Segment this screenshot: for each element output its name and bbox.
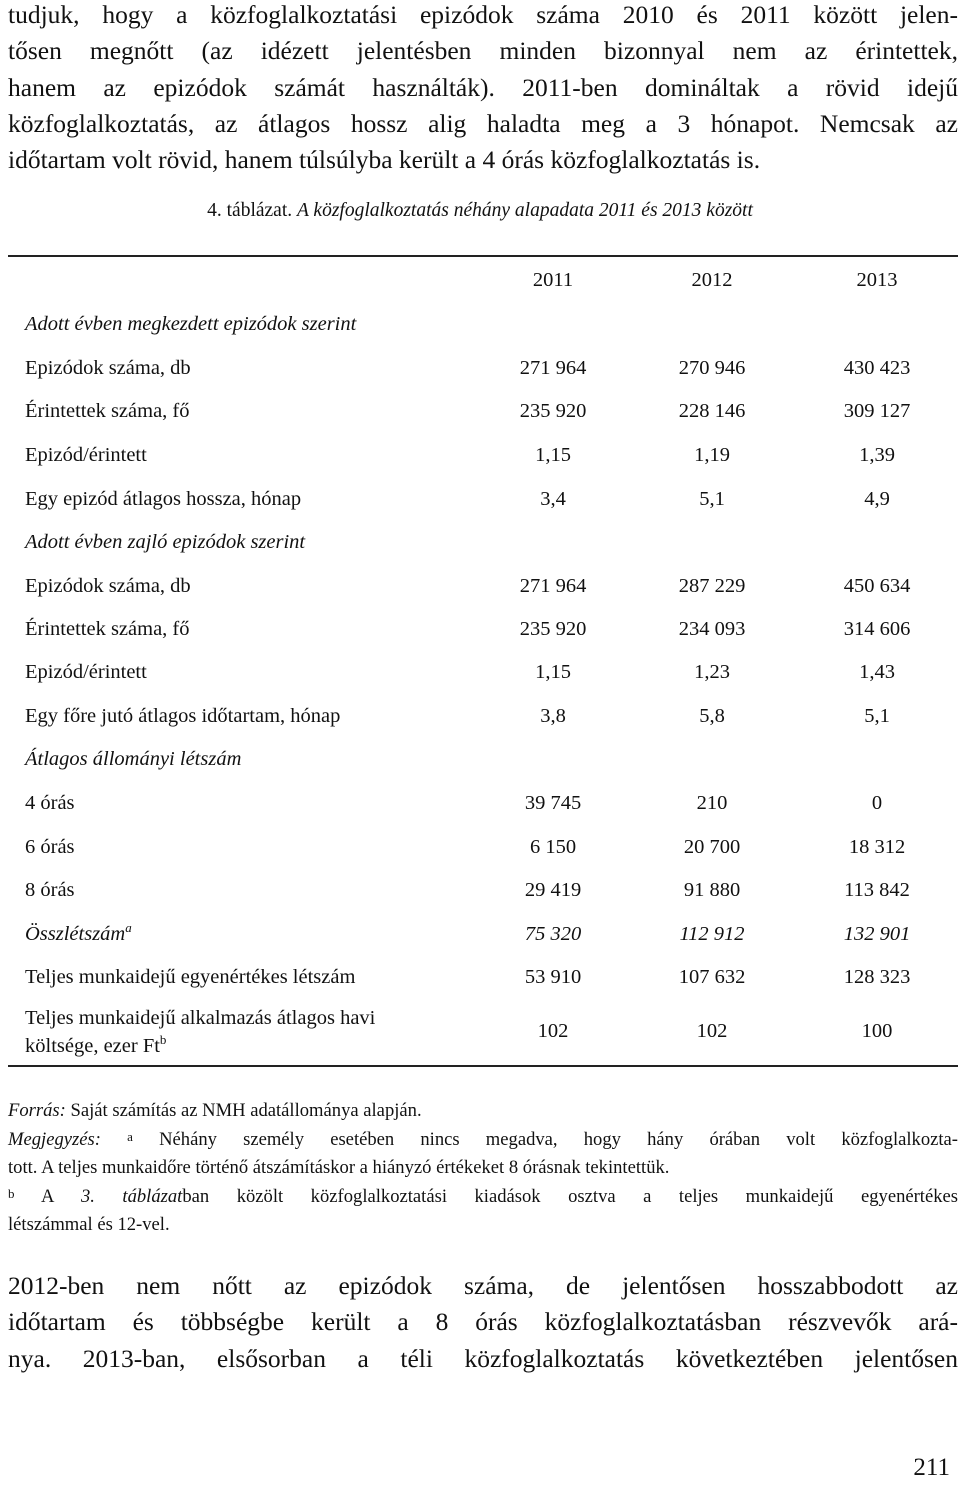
table-cell: 228 146: [678, 400, 746, 422]
table-cell: 107 632: [678, 966, 746, 988]
remark-b-line1: [8, 1183, 958, 1212]
row-label: Egy epizód átlagos hossza, hónap: [25, 488, 302, 510]
paragraph-line: hanem az epizódok számát használták). 2011-ben domináltak a rövid idejű: [8, 72, 958, 102]
source-text: Saját számítás az NMH adatállománya alapján.: [70, 1100, 422, 1121]
table-cell: 113 842: [844, 879, 910, 901]
table-cell: 102: [537, 1020, 569, 1042]
table-cell: 100: [861, 1020, 893, 1042]
section-title: Átlagos állományi létszám: [25, 748, 242, 770]
table-cell: 5,8: [699, 705, 725, 727]
table-cell: 128 323: [843, 966, 911, 988]
section-title: Adott évben zajló epizódok szerint: [25, 531, 306, 553]
row-label: Teljes munkaidejű alkalmazás átlagos havi: [25, 1007, 376, 1029]
remark-b-text: ban közölt közfoglalkoztatási kiadások osztva a teljes munkaidejű egyenértékes: [182, 1185, 959, 1207]
row-label: Epizódok száma, db: [25, 575, 191, 597]
footnote-marker-b: b: [159, 1032, 167, 1047]
table-cell: 39 745: [524, 792, 582, 814]
footnote-marker-a: a: [125, 920, 132, 935]
table-cell: 132 901: [843, 923, 911, 945]
paragraph-line: időtartam és többségbe került a 8 órás közfoglalkoztatásban részvevők ará-: [8, 1307, 958, 1337]
table-cell: 234 093: [678, 618, 746, 640]
row-label: Érintettek száma, fő: [25, 618, 190, 640]
remark-b-line2: létszámmal és 12-vel.: [8, 1214, 170, 1236]
column-header-2012: 2012: [691, 269, 733, 291]
table-cell: 5,1: [699, 488, 725, 510]
table-cell: 29 419: [524, 879, 582, 901]
table-cell: 235 920: [519, 400, 587, 422]
row-label: Egy főre jutó átlagos időtartam, hónap: [25, 705, 341, 727]
row-label-text: Összlétszám: [25, 923, 126, 945]
column-header-2013: 2013: [856, 269, 898, 291]
table-cell: 3,4: [540, 488, 566, 510]
table-cell: 270 946: [678, 357, 746, 379]
table-cell: 430 423: [843, 357, 911, 379]
row-label: 6 órás: [25, 836, 75, 858]
table-cell: 1,19: [694, 444, 730, 466]
bottom-paragraph: [8, 1268, 958, 1377]
table-cell: 1,43: [859, 661, 895, 683]
row-label: Epizód/érintett: [25, 444, 147, 466]
section-title: Adott évben megkezdett epizódok szerint: [25, 313, 357, 335]
table-cell: 314 606: [843, 618, 911, 640]
table-cell: 75 320: [524, 923, 582, 945]
table-caption-label: 4. táblázat.: [207, 200, 293, 221]
paragraph-line: tudjuk, hogy a közfoglalkoztatási epizódok száma 2010 és 2011 között jelen-: [8, 0, 958, 29]
remark-label: Megjegyzés:: [8, 1128, 101, 1150]
footnote-marker-a: a: [127, 1128, 133, 1144]
table-cell: 0: [871, 792, 883, 814]
table-cell: 287 229: [678, 575, 746, 597]
row-label-total: [25, 920, 132, 945]
table-cell: 6 150: [529, 836, 577, 858]
table-caption-title: A közfoglalkoztatás néhány alapadata 2011 és 2013 között: [297, 200, 753, 221]
row-label: Teljes munkaidejű egyenértékes létszám: [25, 966, 356, 988]
row-label: 4 órás: [25, 792, 75, 814]
row-label: 8 órás: [25, 879, 75, 901]
paragraph-line: nya. 2013-ban, elsősorban a téli közfoglalkoztatás következtében jelentősen: [8, 1343, 958, 1373]
table-cell: 235 920: [519, 618, 587, 640]
remark-a-line2: tott. A teljes munkaidőre történő átszámításkor a hiányzó értékeket 8 órásnak tekintettük.: [8, 1157, 670, 1179]
paragraph-line: tősen megnőtt (az idézett jelentésben minden bizonnyal nem az érintettek,: [8, 36, 958, 66]
table-cell: 102: [696, 1020, 728, 1042]
table-cell: 18 312: [848, 836, 906, 858]
row-label-cont: [25, 1032, 167, 1057]
remark-b-ref: 3. táblázat: [80, 1185, 183, 1207]
paragraph-line: időtartam volt rövid, hanem túlsúlyba került a 4 órás közfoglalkoztatás is.: [8, 145, 761, 175]
table-notes: [8, 1097, 958, 1240]
paragraph-line: 2012-ben nem nőtt az epizódok száma, de jelentősen hosszabbodott az: [8, 1271, 958, 1300]
table-cell: 210: [696, 792, 728, 814]
table-cell: 271 964: [519, 575, 587, 597]
row-label: Érintettek száma, fő: [25, 400, 190, 422]
table-cell: 4,9: [864, 488, 890, 510]
paragraph-line: közfoglalkoztatás, az átlagos hossz alig haladta meg a 3 hónapot. Nemcsak az: [8, 108, 958, 138]
table-cell: 309 127: [843, 400, 911, 422]
table-cell: 450 634: [843, 575, 911, 597]
row-label: Epizód/érintett: [25, 661, 147, 683]
remark-b-pre: A: [41, 1185, 54, 1207]
table-cell: 53 910: [524, 966, 582, 988]
table-cell: 5,1: [864, 705, 890, 727]
table-cell: 1,39: [859, 444, 895, 466]
column-header-2011: 2011: [532, 269, 574, 291]
table-cell: 271 964: [519, 357, 587, 379]
remark-a-line1: [8, 1126, 958, 1155]
table-cell: 112 912: [679, 923, 745, 945]
table-cell: 91 880: [683, 879, 741, 901]
table-cell: 3,8: [540, 705, 566, 727]
table-cell: 1,15: [535, 444, 571, 466]
row-label: Epizódok száma, db: [25, 357, 191, 379]
source-label: Forrás:: [8, 1100, 66, 1121]
source-note: [8, 1097, 958, 1126]
page-number: 211: [913, 1454, 950, 1481]
remark-a-text: Néhány személy esetében nincs megadva, hogy hány órában volt közfoglalkozta-: [159, 1128, 958, 1150]
table-bottom-rule: [8, 1065, 958, 1067]
table-cell: 1,23: [694, 661, 730, 683]
row-label-text: költsége, ezer Ft: [25, 1035, 160, 1057]
table-cell: 20 700: [683, 836, 741, 858]
footnote-marker-b: b: [8, 1185, 15, 1201]
table-cell: 1,15: [535, 661, 571, 683]
